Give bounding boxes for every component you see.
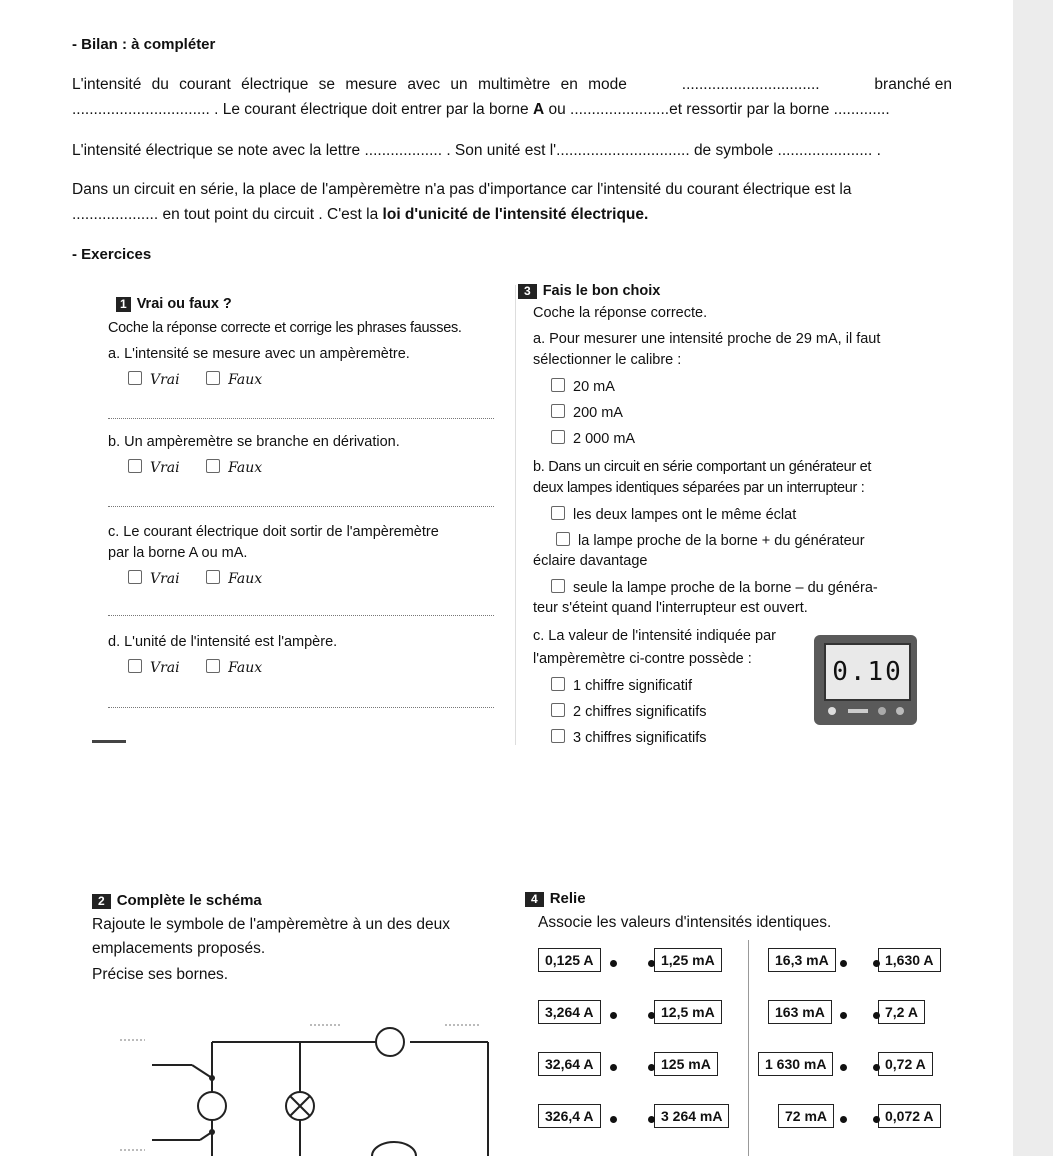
ex1-item-c-line-1: c. Le courant électrique doit sortir de l'ampèremètre (108, 524, 439, 540)
link-dot[interactable] (648, 1116, 655, 1123)
value-box-col2[interactable]: 125 mA (654, 1052, 718, 1076)
correction-line-a[interactable] (108, 418, 494, 419)
link-dot[interactable] (610, 1116, 617, 1123)
option-label: 3 chiffres significatifs (573, 730, 707, 746)
ex1-item-d: d. L'unité de l'intensité est l'ampère. (108, 634, 338, 650)
link-dot[interactable] (648, 960, 655, 967)
vrai-label: Vrai (150, 660, 180, 676)
value-box-col2[interactable]: 1,25 mA (654, 948, 722, 972)
ex4-divider (748, 940, 749, 1156)
ex3-c-option-1 (551, 677, 692, 694)
ammeter-screen (824, 643, 911, 701)
checkbox-200ma[interactable] (551, 404, 565, 418)
link-dot[interactable] (610, 1012, 617, 1019)
ex3-b-option-3-line-2: teur s'éteint quand l'interrupteur est ouvert. (533, 600, 808, 616)
checkbox-1-digit[interactable] (551, 677, 565, 691)
ex3-b-line-2: deux lampes identiques séparées par un interrupteur : (533, 480, 865, 496)
ex3-c-option-2 (551, 703, 707, 720)
bilan-text: ou (548, 101, 566, 118)
value-box-col4[interactable]: 7,2 A (878, 1000, 925, 1024)
ex1-item-c-line-2: par la borne A ou mA. (108, 545, 248, 561)
correction-line-b[interactable] (108, 506, 494, 507)
blank-letter: .................. (364, 142, 442, 159)
ex3-c-option-3 (551, 729, 707, 746)
circuit-diagram (90, 1010, 500, 1156)
vrai-label: Vrai (150, 372, 180, 388)
value-box-col4[interactable]: 0,072 A (878, 1104, 941, 1128)
ammeter-location-top[interactable] (376, 1028, 404, 1056)
law-name: loi d'unicité de l'intensité électrique. (382, 206, 649, 223)
link-dot[interactable] (840, 1064, 847, 1071)
checkbox-faux-b[interactable] (206, 459, 220, 473)
checkbox-20ma[interactable] (551, 378, 565, 392)
ex2-line-3: Précise ses bornes. (92, 966, 229, 983)
option-label: 200 mA (573, 405, 623, 421)
checkbox-vrai-b[interactable] (128, 459, 142, 473)
checkbox-lamp-plus[interactable] (556, 532, 570, 546)
bilan-text: de symbole (693, 142, 774, 159)
checkbox-3-digits[interactable] (551, 729, 565, 743)
ex1-item-a: a. L'intensité se mesure avec un ampèremètre. (108, 346, 410, 362)
blank-output-terminal: ............. (833, 101, 890, 118)
ex2-line-1: Rajoute le symbole de l'ampèremètre à un des deux (92, 916, 450, 933)
exercices-title: - Exercices (72, 246, 152, 263)
blank-input-terminal: ....................... (570, 101, 670, 118)
vrai-label: Vrai (150, 571, 180, 587)
ex3-b-option-2-line-2: éclaire davantage (533, 553, 648, 569)
value-box-col3[interactable]: 72 mA (778, 1104, 834, 1128)
value-box-col4[interactable]: 1,630 A (878, 948, 941, 972)
link-dot[interactable] (840, 1116, 847, 1123)
ammeter-port-icon (896, 707, 904, 715)
ammeter-picture (814, 635, 917, 725)
checkbox-faux-d[interactable] (206, 659, 220, 673)
bilan-text-bold: A (532, 101, 545, 118)
ex3-title: Fais le bon choix (542, 283, 661, 299)
correction-line-c[interactable] (108, 615, 494, 616)
ex3-number: 3 (518, 284, 537, 299)
option-label: la lampe proche de la borne + du générateur (578, 533, 865, 549)
checkbox-2-digits[interactable] (551, 703, 565, 717)
ex1-item-d-choices (128, 659, 262, 677)
ex4-number: 4 (525, 892, 544, 907)
ammeter-display-value: 0.10 (832, 657, 903, 687)
bilan-text: L'intensité électrique se note avec la lettre (72, 142, 361, 159)
faux-label: Faux (228, 660, 263, 676)
ex4-instruction: Associe les valeurs d'intensités identiques. (538, 914, 832, 931)
link-dot[interactable] (873, 1064, 880, 1071)
faux-label: Faux (228, 460, 263, 476)
blank-unit: ............................... (556, 142, 690, 159)
checkbox-faux-a[interactable] (206, 371, 220, 385)
bilan-paragraph-2 (72, 142, 881, 160)
link-dot[interactable] (648, 1012, 655, 1019)
bilan-paragraph-1-line-1 (72, 76, 952, 94)
link-dot[interactable] (610, 1064, 617, 1071)
ex2-title: Complète le schéma (116, 892, 262, 909)
ex1-item-a-choices (128, 371, 262, 389)
ex3-c-line-1: c. La valeur de l'intensité indiquée par (533, 628, 776, 644)
link-dot[interactable] (873, 1116, 880, 1123)
option-label: les deux lampes ont le même éclat (573, 507, 797, 523)
ex3-c-line-2: l'ampèremètre ci-contre possède : (533, 651, 752, 667)
ex1-item-b-choices (128, 459, 262, 477)
ex3-instruction: Coche la réponse correcte. (533, 305, 708, 321)
ex1-header (116, 296, 232, 312)
ex1-item-c-choices (128, 570, 262, 588)
link-dot[interactable] (840, 960, 847, 967)
ammeter-port-icon (878, 707, 886, 715)
circuit-node (209, 1129, 215, 1135)
option-label: 20 mA (573, 379, 615, 395)
checkbox-vrai-c[interactable] (128, 570, 142, 584)
option-label: seule la lampe proche de la borne – du généra- (573, 580, 878, 596)
ex4-title: Relie (549, 890, 586, 907)
checkbox-2000ma[interactable] (551, 430, 565, 444)
bilan-text: . Le courant électrique doit entrer par la borne (214, 101, 529, 118)
bilan-paragraph-3-line-2 (72, 206, 648, 224)
value-box-col4[interactable]: 0,72 A (878, 1052, 933, 1076)
bilan-text: et ressortir par la borne (669, 101, 830, 118)
value-box-col1[interactable]: 3,264 A (538, 1000, 601, 1024)
option-label: 2 000 mA (573, 431, 636, 447)
ex3-a-option-3 (551, 430, 635, 447)
link-dot[interactable] (648, 1064, 655, 1071)
bilan-paragraph-3-line-1: Dans un circuit en série, la place de l'ampèremètre n'a pas d'importance car l'intensité du courant électrique est la (72, 181, 852, 198)
ex3-b-option-1 (551, 506, 796, 523)
ex2-number: 2 (92, 894, 111, 909)
ex2-header (92, 892, 262, 909)
ex3-header (518, 283, 660, 299)
link-dot[interactable] (873, 960, 880, 967)
ex1-number: 1 (116, 297, 131, 312)
bilan-text: . (876, 142, 881, 159)
value-box-col3[interactable]: 16,3 mA (768, 948, 836, 972)
bilan-paragraph-1-line-2 (72, 101, 890, 119)
blank-symbol: ...................... (777, 142, 873, 159)
bilan-text: branché en (874, 76, 952, 93)
value-box-col3[interactable]: 1 630 mA (758, 1052, 833, 1076)
ex3-a-line-1: a. Pour mesurer une intensité proche de 29 mA, il faut (533, 331, 881, 347)
checkbox-same-brightness[interactable] (551, 506, 565, 520)
ammeter-switch-icon (848, 709, 868, 713)
ex3-b-option-3 (551, 579, 878, 596)
link-dot[interactable] (610, 960, 617, 967)
column-divider (515, 285, 516, 745)
correction-line-d[interactable] (108, 707, 494, 708)
ex2-line-2: emplacements proposés. (92, 940, 266, 957)
circuit-wire (192, 1065, 212, 1078)
ammeter-knob-icon (828, 707, 836, 715)
bilan-text: . Son unité est l' (446, 142, 557, 159)
value-box-col1[interactable]: 32,64 A (538, 1052, 601, 1076)
ex1-item-b: b. Un ampèremètre se branche en dérivation. (108, 434, 400, 450)
ex3-b-option-2 (556, 532, 865, 549)
bilan-title: - Bilan : à compléter (72, 36, 216, 53)
vrai-label: Vrai (150, 460, 180, 476)
blank-connection: ................................ (72, 101, 210, 118)
page-gutter (1013, 0, 1053, 1156)
ex3-b-line-1: b. Dans un circuit en série comportant un générateur et (533, 459, 872, 475)
ex3-a-line-2: sélectionner le calibre : (533, 352, 682, 368)
checkbox-faux-c[interactable] (206, 570, 220, 584)
value-box-col2[interactable]: 3 264 mA (654, 1104, 729, 1128)
option-label: 2 chiffres significatifs (573, 704, 707, 720)
value-box-col1[interactable]: 0,125 A (538, 948, 601, 972)
bilan-text: en tout point du circuit . C'est la (162, 206, 379, 223)
value-box-col1[interactable]: 326,4 A (538, 1104, 601, 1128)
generator-icon (372, 1142, 416, 1156)
link-dot[interactable] (873, 1012, 880, 1019)
checkbox-lamp-minus[interactable] (551, 579, 565, 593)
blank-mode: ................................ (681, 76, 820, 93)
ex3-a-option-2 (551, 404, 623, 421)
checkbox-vrai-a[interactable] (128, 371, 142, 385)
ammeter-location-left[interactable] (198, 1092, 226, 1120)
ex1-instruction: Coche la réponse correcte et corrige les phrases fausses. (108, 320, 462, 336)
faux-label: Faux (228, 571, 263, 587)
ex3-a-option-1 (551, 378, 615, 395)
checkbox-vrai-d[interactable] (128, 659, 142, 673)
value-box-col3[interactable]: 163 mA (768, 1000, 832, 1024)
faux-label: Faux (228, 372, 263, 388)
link-dot[interactable] (840, 1012, 847, 1019)
ex4-header (525, 890, 586, 907)
ex1-title: Vrai ou faux ? (136, 296, 232, 312)
blank-same: .................... (72, 206, 159, 223)
value-box-col2[interactable]: 12,5 mA (654, 1000, 722, 1024)
option-label: 1 chiffre significatif (573, 678, 693, 694)
circuit-node (209, 1075, 215, 1081)
scan-mark (92, 740, 126, 743)
bilan-text: L'intensité du courant électrique se mesure avec un multimètre en mode (72, 76, 627, 93)
